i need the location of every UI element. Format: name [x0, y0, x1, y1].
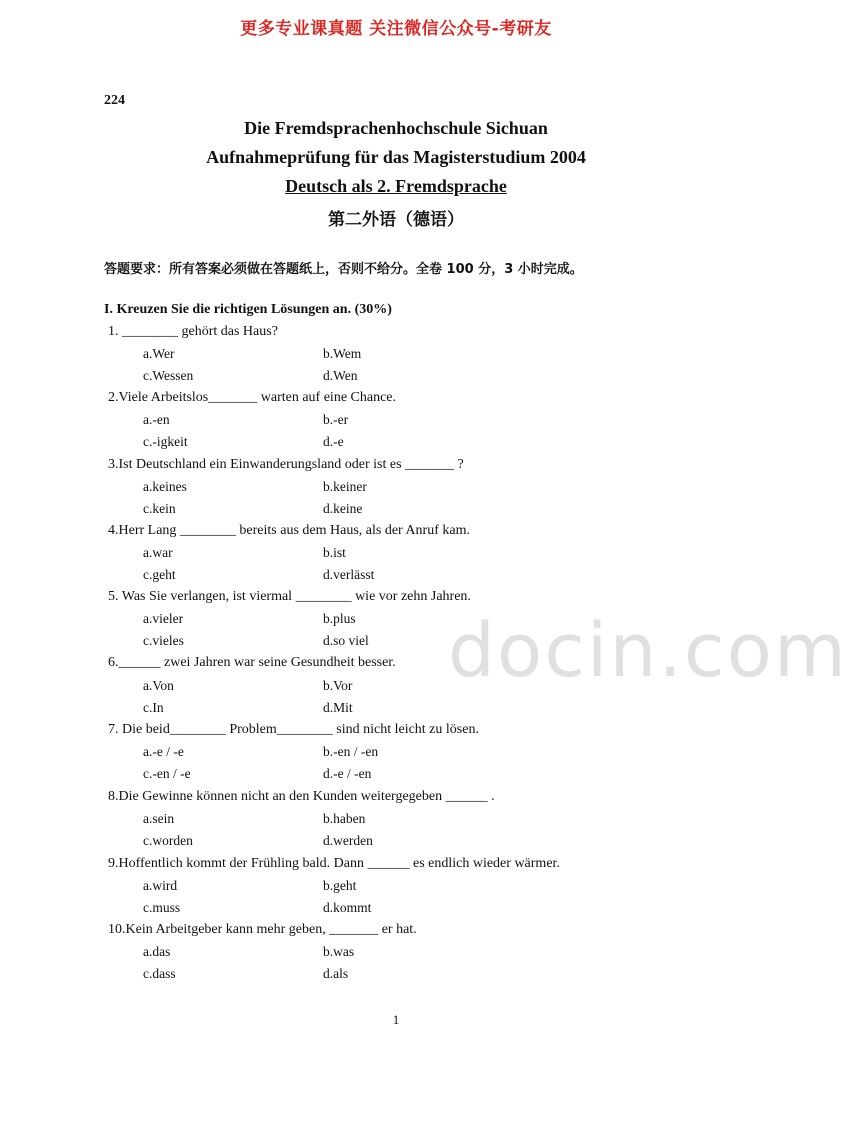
option-a: a.Von	[143, 678, 174, 693]
watermark: docin.com	[448, 608, 848, 694]
option-b: b.was	[323, 944, 355, 959]
option-c: c.kein	[143, 501, 176, 516]
option-a: a.Wer	[143, 346, 175, 361]
option-b: b.-er	[323, 412, 349, 427]
option-d: d.verlässt	[323, 567, 375, 582]
option-d: d.kommt	[323, 900, 372, 915]
question-text: 3.Ist Deutschland ein Einwanderungsland oder ist es _______ ?	[108, 457, 464, 472]
option-d: d.Mit	[323, 700, 353, 715]
question-text: 9.Hoffentlich kommt der Frühling bald. Dann ______ es endlich wieder wärmer.	[108, 856, 560, 871]
question-text: 10.Kein Arbeitgeber kann mehr geben, _______ er hat.	[108, 922, 417, 937]
option-c: c.dass	[143, 966, 176, 981]
question-text: 7. Die beid________ Problem________ sind nicht leicht zu lösen.	[108, 722, 479, 737]
option-a: a.wird	[143, 878, 178, 893]
option-d: d.-e	[323, 434, 344, 449]
question-text: 6.______ zwei Jahren war seine Gesundheit besser.	[108, 655, 396, 670]
option-a: a.vieler	[143, 611, 184, 626]
option-a: a.war	[143, 545, 173, 560]
question-text: 5. Was Sie verlangen, ist viermal ________ wie vor zehn Jahren.	[108, 589, 471, 604]
answer-requirements: 答题要求：所有答案必须做在答题纸上，否则不给分。全卷 100 分，3 小时完成。	[104, 262, 583, 277]
option-b: b.haben	[323, 811, 366, 826]
option-d: d.-e / -en	[323, 766, 372, 781]
subject-title-chinese: 第二外语（德语）	[328, 210, 464, 230]
page-number: 1	[392, 1012, 400, 1027]
option-a: a.-en	[143, 412, 170, 427]
question-text: 8.Die Gewinne können nicht an den Kunden weitergegeben ______ .	[108, 789, 495, 804]
question-text: 1. ________ gehört das Haus?	[108, 324, 278, 339]
option-c: c.muss	[143, 900, 181, 915]
option-d: d.werden	[323, 833, 373, 848]
exam-title: Aufnahmeprüfung für das Magisterstudium 2004	[206, 147, 586, 167]
section-title: I. Kreuzen Sie die richtigen Lösungen an. (30%)	[104, 302, 392, 317]
option-d: d.so viel	[323, 633, 369, 648]
option-a: a.sein	[143, 811, 175, 826]
option-b: b.keiner	[323, 479, 367, 494]
option-c: c.geht	[143, 567, 176, 582]
option-b: b.ist	[323, 545, 346, 560]
school-title: Die Fremdsprachenhochschule Sichuan	[244, 118, 548, 138]
option-c: c.worden	[143, 833, 193, 848]
option-c: c.Wessen	[143, 368, 194, 383]
option-c: c.vieles	[143, 633, 184, 648]
exam-code: 224	[104, 93, 125, 108]
subject-title: Deutsch als 2. Fremdsprache	[285, 176, 507, 196]
option-a: a.keines	[143, 479, 187, 494]
option-b: b.Wem	[323, 346, 362, 361]
option-c: c.-igkeit	[143, 434, 188, 449]
option-d: d.keine	[323, 501, 363, 516]
top-banner: 更多专业课真题 关注微信公众号-考研友	[240, 19, 552, 39]
option-b: b.Vor	[323, 678, 353, 693]
question-text: 4.Herr Lang ________ bereits aus dem Haus, als der Anruf kam.	[108, 523, 470, 538]
option-b: b.-en / -en	[323, 744, 379, 759]
question-text: 2.Viele Arbeitslos_______ warten auf eine Chance.	[108, 390, 397, 405]
option-b: b.geht	[323, 878, 357, 893]
option-c: c.In	[143, 700, 164, 715]
option-d: d.Wen	[323, 368, 358, 383]
option-d: d.als	[323, 966, 349, 981]
option-c: c.-en / -e	[143, 766, 191, 781]
option-a: a.-e / -e	[143, 744, 184, 759]
option-a: a.das	[143, 944, 171, 959]
option-b: b.plus	[323, 611, 356, 626]
